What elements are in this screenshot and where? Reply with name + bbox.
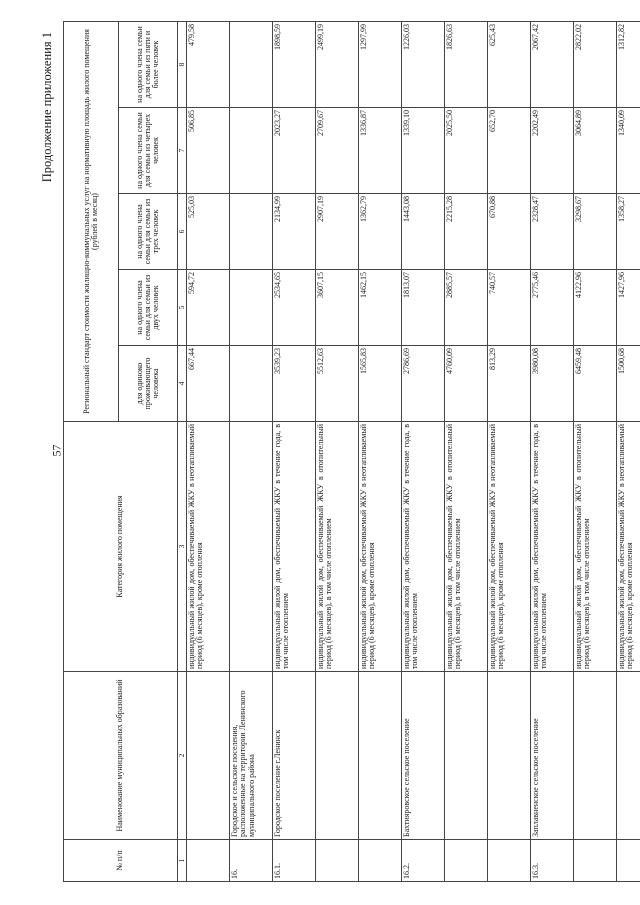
row-category: индивидуальный жилой дом, обеспечиваемый ЖКУ в неотапливаемый период (6 месяцев), кроме отопления [359,422,402,672]
row-value: 1362,79 [359,194,402,270]
row-value: 2499,19 [316,21,359,107]
header-sub: на одного члена семьи для семьи из четырех человек [119,108,178,194]
col-index: 7 [178,108,187,194]
header-num: № п/п [64,840,178,882]
table-row [531,21,574,881]
row-category: индивидуальный жилой дом, обеспечиваемый ЖКУ в неотапливаемый период (6 месяцев), кроме отопления [488,422,531,672]
row-value: 2023,27 [273,108,316,194]
row-value [230,194,273,270]
row-name [187,672,230,840]
row-value: 625,43 [488,21,531,107]
row-value: 1462,15 [359,270,402,346]
table-row [574,21,617,881]
row-value: 2328,47 [531,194,574,270]
row-value: 6459,48 [574,346,617,422]
row-value [230,346,273,422]
row-value: 1565,83 [359,346,402,422]
row-value: 2775,46 [531,270,574,346]
row-num [574,840,617,882]
col-index: 8 [178,21,187,107]
row-num: 16.3. [531,840,574,882]
row-category: индивидуальный жилой дом, обеспечиваемый ЖКУ в течение года, в том числе отоплением [531,422,574,672]
header-standard: Региональный стандарт стоимости жилищно-коммунальных услуг на нормативную площадь жилого помещения (рублей в месяц) [64,21,119,421]
row-value: 1340,09 [617,108,640,194]
table-row [316,21,359,881]
header-category: Категория жилого помещения [64,422,178,672]
page-number: 57 [49,444,64,457]
row-value [230,21,273,107]
row-value: 667,44 [187,346,230,422]
row-value: 2786,69 [402,346,445,422]
header-sub: на одного члена семьи для семьи из пяти и более человек [119,21,178,107]
row-num [617,840,640,882]
col-index: 2 [178,672,187,840]
row-value: 525,03 [187,194,230,270]
row-value: 2907,19 [316,194,359,270]
table-row [187,21,230,881]
row-value: 5512,63 [316,346,359,422]
row-value: 2534,65 [273,270,316,346]
continuation-title: Продолжение приложения 1 [40,32,54,183]
row-category: индивидуальный жилой дом, обеспечиваемый ЖКУ в отопительный период (6 месяцев), в том числе отоплением [574,422,617,672]
row-num [359,840,402,882]
row-category: индивидуальный жилой дом, обеспечиваемый ЖКУ в отопительный период (6 месяцев), в том числе отоплением [445,422,488,672]
row-value: 479,58 [187,21,230,107]
col-index: 3 [178,422,187,672]
row-value: 594,72 [187,270,230,346]
row-category [230,422,273,672]
row-name [488,672,531,840]
header-sub: на одного члена семьи для семьи из трех человек [119,194,178,270]
row-num: 16.1. [273,840,316,882]
row-value: 3607,15 [316,270,359,346]
header-sub: для одиноко проживающего человека [119,346,178,422]
table-row [273,21,316,881]
row-value: 3980,08 [531,346,574,422]
row-value: 506,85 [187,108,230,194]
row-value: 1312,82 [617,21,640,107]
row-value: 2215,28 [445,194,488,270]
row-value: 2202,49 [531,108,574,194]
row-value: 2134,99 [273,194,316,270]
row-value: 4122,96 [574,270,617,346]
row-name [359,672,402,840]
table-row [359,21,402,881]
row-value [230,270,273,346]
row-value: 1898,59 [273,21,316,107]
row-num [187,840,230,882]
row-name [316,672,359,840]
row-value: 2067,42 [531,21,574,107]
row-category: индивидуальный жилой дом, обеспечиваемый ЖКУ в неотапливаемый период (6 месяцев), кроме отопления [187,422,230,672]
row-value: 1339,10 [402,108,445,194]
col-index: 4 [178,346,187,422]
col-index: 1 [178,840,187,882]
table-row [488,21,531,881]
row-value: 3064,89 [574,108,617,194]
row-num [488,840,531,882]
row-value: 1226,03 [402,21,445,107]
row-value: 1358,27 [617,194,640,270]
row-name [574,672,617,840]
row-value: 1336,87 [359,108,402,194]
row-category: индивидуальный жилой дом, обеспечиваемый ЖКУ в отопительный период (6 месяцев), в том числе отоплением [316,422,359,672]
row-value: 1500,68 [617,346,640,422]
row-value: 1297,99 [359,21,402,107]
header-sub: на одного члена семьи для семьи из двух человек [119,270,178,346]
row-value: 652,70 [488,108,531,194]
col-index: 5 [178,270,187,346]
table-row [402,21,445,881]
row-value: 1443,08 [402,194,445,270]
row-value: 1427,96 [617,270,640,346]
row-name: Городское и сельские поселения, расположенные на территории Ленинского муниципального района [230,672,273,840]
row-category: индивидуальный жилой дом, обеспечиваемый ЖКУ в течение года, в том числе отоплением [273,422,316,672]
table-row [617,21,640,881]
row-name: Заплавненское сельское поселение [531,672,574,840]
row-value: 2885,57 [445,270,488,346]
table-row [445,21,488,881]
row-value: 1813,07 [402,270,445,346]
row-name [617,672,640,840]
row-num [316,840,359,882]
row-value: 2025,50 [445,108,488,194]
row-num [445,840,488,882]
row-value: 3298,67 [574,194,617,270]
col-index: 6 [178,194,187,270]
row-name: Городское поселение г.Ленинск [273,672,316,840]
row-num: 16.2. [402,840,445,882]
row-value: 2822,02 [574,21,617,107]
row-value [230,108,273,194]
row-category: индивидуальный жилой дом, обеспечиваемый ЖКУ в неотапливаемый период (6 месяцев), кроме отопления [617,422,640,672]
row-value: 740,57 [488,270,531,346]
header-name: Наименование муниципальных образований [64,672,178,840]
row-value: 3539,23 [273,346,316,422]
row-name: Бахтияровское сельское поселение [402,672,445,840]
row-value: 4760,09 [445,346,488,422]
row-value: 1826,63 [445,21,488,107]
tariff-table [63,21,640,882]
rotated-content [40,22,635,882]
row-category: индивидуальный жилой дом, обеспечиваемый ЖКУ в течение года, в том числе отоплением [402,422,445,672]
row-value: 670,88 [488,194,531,270]
row-value: 2709,67 [316,108,359,194]
row-value: 813,29 [488,346,531,422]
row-name [445,672,488,840]
row-num: 16. [230,840,273,882]
table-row [230,21,273,881]
